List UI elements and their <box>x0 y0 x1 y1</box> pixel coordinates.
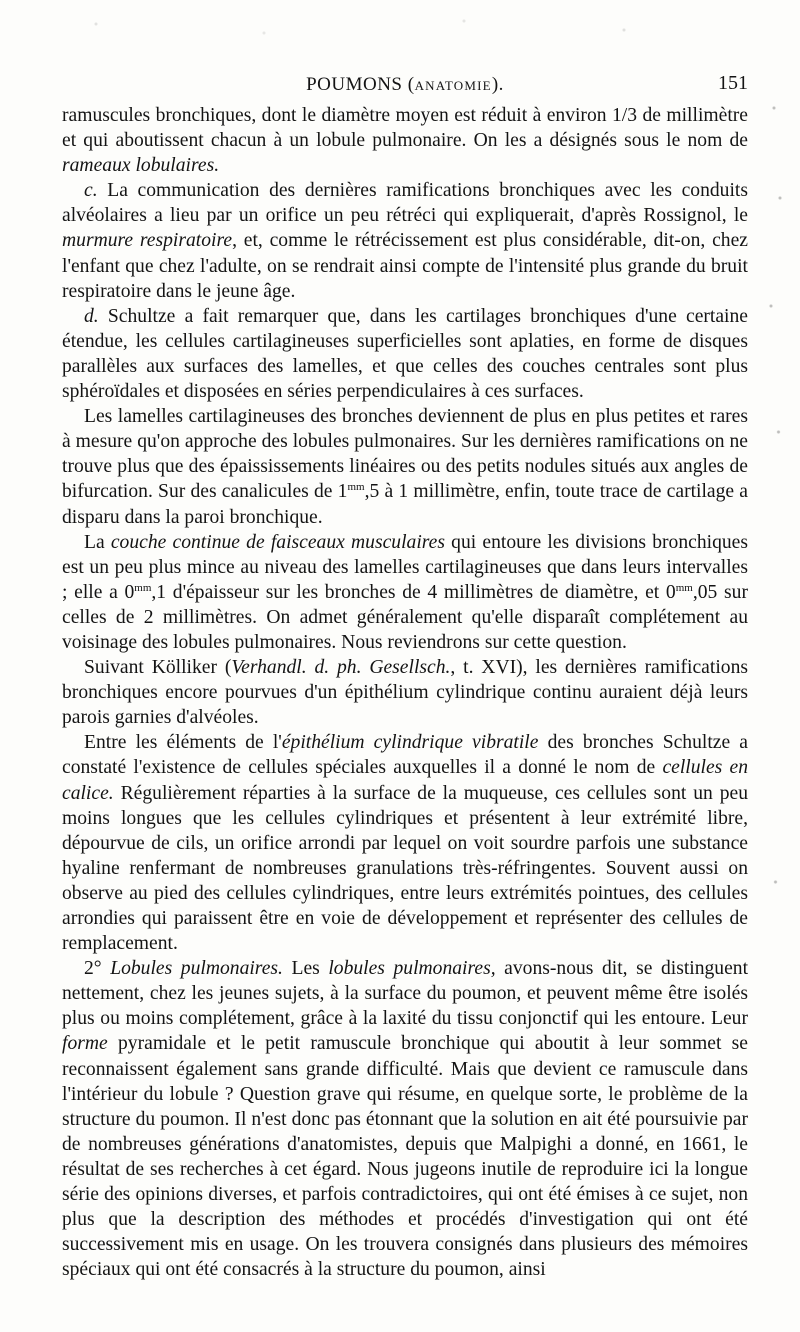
running-title: POUMONS (ANATOMIE). <box>306 74 504 95</box>
body-text <box>62 103 748 1282</box>
margin-marks <box>762 90 792 990</box>
page-header <box>62 72 748 102</box>
paragraph-6: Suivant Kölliker (Verhandl. d. ph. Gesellsch., t. XVI), les dernières ramifications bronchiques encore pourvues d'un épithélium cylindrique continu auraient déjà leurs parois garnies d'alvéoles. <box>62 657 748 729</box>
paragraph-5: La couche continue de faisceaux musculaires qui entoure les divisions bronchiques est un peu plus mince au niveau des lamelles cartilagineuses que dans leurs intervalles ; elle a $0^{mm},1$ d'épaisseur sur les bronches de 4 millimètres de diamètre, et $0^{mm},05$ sur celles de 2 millimètres. On admet généralement qu'elle disparaît complétement au voisinage des lobules pulmonaires. Nous reviendrons sur cette question. <box>62 531 748 653</box>
paragraph-3: d. Schultze a fait remarquer que, dans les cartilages bronchiques d'une certaine étendue, les cellules cartilagineuses superficielles sont aplaties, en forme de disques parallèles aux surfaces des lamelles, et que celles des couches centrales sont plus sphéroïdales et disposées en séries perpendiculaires à ces surfaces. <box>62 305 748 403</box>
paragraph-7: Entre les éléments de l'épithélium cylindrique vibratile des bronches Schultze a constaté l'existence de cellules spéciales auxquelles il a donné le nom de cellules en calice. Régulièrement réparties à la surface de la muqueuse, ces cellules sont un peu moins longues que les cellules cylindriques et présentent à leur extrémité libre, dépourvue de cils, un orifice arrondi par lequel on voit sourdre parfois une substance hyaline renfermant de nombreuses granulations très-réfringentes. Souvent aussi on observe au pied des cellules cylindriques, entre leurs extrémités pointues, des cellules arrondies qui paraissent être en voie de développement et représenter des cellules de remplacement. <box>62 732 748 955</box>
paragraph-4: Les lamelles cartilagineuses des bronches deviennent de plus en plus petites et rares à mesure qu'on approche des lobules pulmonaires. Sur les dernières ramifications on ne trouve plus que des épaississements linéaires ou des petits nodules situés aux angles de bifurcation. Sur des canalicules de $1^{mm},5$ à 1 millimètre, enfin, toute trace de cartilage a disparu dans la paroi bronchique. <box>62 406 749 528</box>
paragraph-8: 2° Lobules pulmonaires. Les lobules pulmonaires, avons-nous dit, se distinguent nettement, chez les jeunes sujets, à la surface du poumon, et peuvent même être isolés plus ou moins complétement, grâce à la laxité du tissu conjonctif qui les entoure. Leur forme pyramidale et le petit ramuscule bronchique qui aboutit à leur sommet se reconnaissent également sans grande difficulté. Mais que devient ce ramuscule dans l'intérieur du lobule ? Question grave qui résume, en quelque sorte, le problème de la structure du poumon. Il n'est donc pas étonnant que la solution en ait été poursuivie par de nombreuses générations d'anatomistes, depuis que Malpighi a donné, en 1661, le résultat de ses recherches à cet égard. Nous jugeons inutile de reproduire ici la longue série des opinions diverses, et parfois contradictoires, qui ont été émises à ce sujet, non plus que la description des méthodes et procédés d'investigation qui ont été successivement mis en usage. On les trouvera consignés dans plusieurs des mémoires spéciaux qui ont été consacrés à la structure du poumon, ainsi <box>62 958 749 1281</box>
scan-noise <box>0 0 800 60</box>
paragraph-1: ramuscules bronchiques, dont le diamètre moyen est réduit à environ 1/3 de millimètre et qui aboutissent chacun à un lobule pulmonaire. On les a désignés sous le nom de rameaux lobulaires. <box>62 105 748 177</box>
running-title-smallcaps: ANATOMIE <box>414 78 492 93</box>
page-number: 151 <box>718 72 748 94</box>
paragraph-2: c. La communication des dernières ramifications bronchiques avec les conduits alvéolaires a lieu par un orifice un peu rétréci qui expliquerait, d'après Rossignol, le murmure respiratoire, et, comme le rétrécissement est plus considérable, dit-on, chez l'enfant que chez l'adulte, on se rendrait ainsi compte de l'intensité plus grande du bruit respiratoire dans le jeune âge. <box>62 180 748 302</box>
